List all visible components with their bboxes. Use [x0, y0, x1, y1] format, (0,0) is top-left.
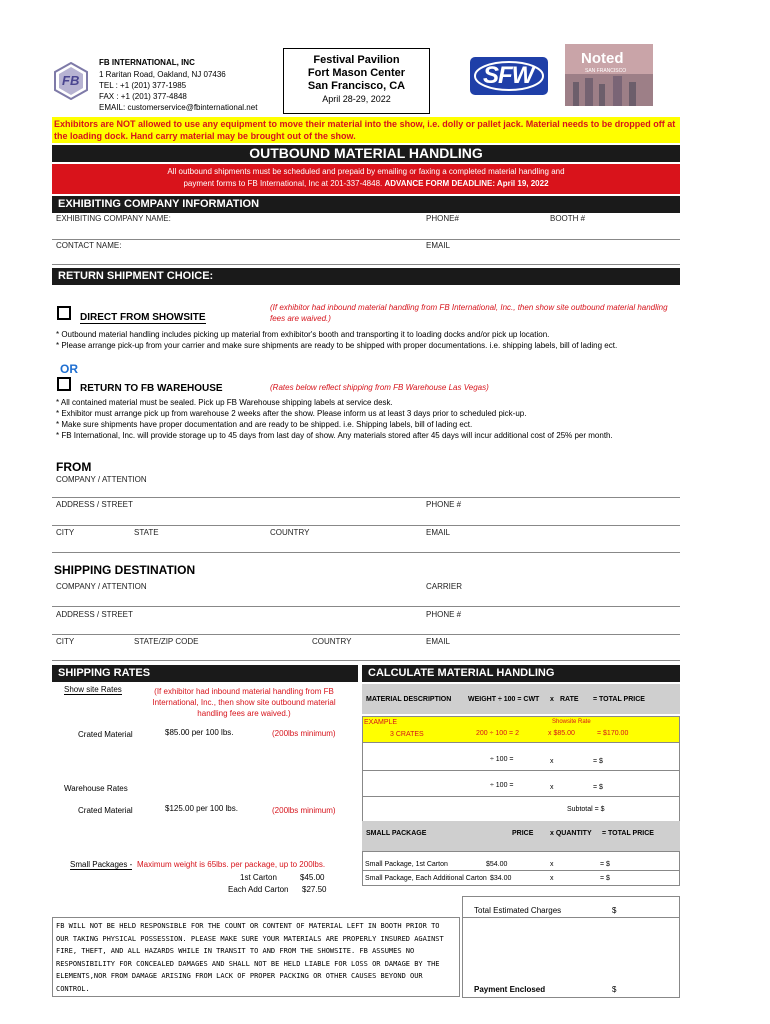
col-quantity: x QUANTITY	[550, 830, 592, 837]
intro-line1: All outbound shipments must be scheduled and prepaid by emailing or faxing a completed material handling and	[167, 167, 565, 176]
sp2-description: Small Package, Each Additional Carton	[365, 875, 487, 882]
showsite-rates-note: (If exhibitor had inbound material handling from FB International, Inc., then show site outbound material handling fees are waived.)	[152, 687, 336, 718]
small-packages-note: Maximum weight is 65lbs. per package, up to 200lbs.	[137, 860, 326, 869]
total-estimated-label: Total Estimated Charges	[474, 906, 562, 915]
company-fax: FAX : +1 (201) 377-4848	[99, 92, 187, 101]
sp2-x: x	[550, 875, 554, 882]
exhibiting-email-field[interactable]: EMAIL	[426, 241, 451, 250]
exhibiting-phone-field[interactable]: PHONE#	[426, 214, 459, 223]
from-header: FROM	[56, 460, 92, 474]
row2-formula[interactable]: ÷ 100 =	[490, 782, 514, 789]
deadline: ADVANCE FORM DEADLINE: April 19, 2022	[384, 179, 549, 188]
from-company-field[interactable]: COMPANY / ATTENTION	[56, 475, 147, 484]
dest-email-field[interactable]: EMAIL	[426, 637, 451, 646]
noted-logo	[565, 44, 653, 106]
sfw-logo-text: SFW	[483, 62, 534, 89]
fb-logo	[54, 62, 88, 100]
col-x: x	[550, 696, 554, 703]
col-rate: RATE	[560, 696, 579, 703]
payment-enclosed-value[interactable]: $	[612, 985, 617, 994]
return-warehouse-note: (Rates below reflect shipping from FB Warehouse Las Vegas)	[270, 383, 489, 392]
dest-state-zip-field[interactable]: STATE/ZIP CODE	[134, 637, 199, 646]
col-small-total: = TOTAL PRICE	[602, 830, 654, 837]
first-carton-label: 1st Carton	[240, 873, 277, 882]
from-email-field[interactable]: EMAIL	[426, 528, 451, 537]
from-phone-field[interactable]: PHONE #	[426, 500, 462, 509]
example-label: EXAMPLE	[364, 719, 398, 726]
dest-address-field[interactable]: ADDRESS / STREET	[56, 610, 133, 619]
noted-logo-text: Noted	[581, 50, 624, 67]
venue-line1: Festival Pavilion	[313, 54, 400, 66]
company-address: 1 Raritan Road, Oakland, NJ 07436	[99, 70, 226, 79]
example-rate-label: Showsite Rate	[552, 719, 591, 725]
col-material-description: MATERIAL DESCRIPTION	[366, 696, 452, 703]
from-address-field[interactable]: ADDRESS / STREET	[56, 500, 133, 509]
dest-city-field[interactable]: CITY	[56, 637, 75, 646]
destination-header: SHIPPING DESTINATION	[54, 563, 196, 577]
dest-phone-field[interactable]: PHONE #	[426, 610, 462, 619]
showsite-rates-label: Show site Rates	[64, 685, 122, 694]
row2-x: x	[550, 784, 554, 791]
company-email: EMAIL: customerservice@fbinternational.net	[99, 103, 258, 112]
warehouse-bullet-4: * FB International, Inc. will provide storage up to 45 days from last day of show. Any materials stored after 45 days will incur additional cost of 25% per month.	[56, 431, 613, 440]
venue-dates: April 28-29, 2022	[322, 94, 391, 104]
each-add-carton-label: Each Add Carton	[228, 885, 289, 894]
warehouse-minimum: (200lbs minimum)	[272, 806, 336, 815]
dest-carrier-field[interactable]: CARRIER	[426, 582, 463, 591]
warehouse-rates-label: Warehouse Rates	[64, 784, 128, 793]
col-total-price: = TOTAL PRICE	[593, 696, 645, 703]
showsite-minimum: (200lbs minimum)	[272, 729, 336, 738]
small-packages-label: Small Packages -	[70, 860, 133, 869]
calc-rows-area	[362, 743, 680, 821]
from-city-field[interactable]: CITY	[56, 528, 75, 537]
exhibiting-company-name-field[interactable]: EXHIBITING COMPANY NAME:	[56, 214, 171, 223]
from-state-field[interactable]: STATE	[134, 528, 159, 537]
direct-showsite-label: DIRECT FROM SHOWSITE	[80, 312, 206, 323]
main-title-bar	[52, 145, 680, 162]
shipping-rates-header: SHIPPING RATES	[52, 665, 358, 682]
return-warehouse-checkbox[interactable]	[57, 377, 71, 391]
crated-material-1: Crated Material	[78, 730, 133, 739]
intro-text	[52, 164, 680, 194]
crated-material-2: Crated Material	[78, 806, 133, 815]
example-description: 3 CRATES	[390, 731, 424, 738]
direct-bullet-2: * Please arrange pick-up from your carrier and make sure shipments are ready to be shipped with proper documentations. i.e. shipping labels, bill of lading ect.	[56, 341, 618, 350]
example-rate: x $85.00	[548, 730, 575, 737]
intro-line2: payment forms to FB International, Inc at 201-337-4848.	[183, 179, 383, 188]
noted-logo-sub: SAN FRANCISCO	[585, 68, 627, 74]
sp1-description: Small Package, 1st Carton	[365, 861, 448, 868]
sp1-total[interactable]: = $	[600, 861, 610, 868]
venue-line3: San Francisco, CA	[307, 80, 406, 92]
return-warehouse-label: RETURN TO FB WAREHOUSE	[80, 383, 223, 394]
example-formula: 200 ÷ 100 = 2	[476, 730, 519, 737]
contact-name-field[interactable]: CONTACT NAME:	[56, 241, 122, 250]
from-country-field[interactable]: COUNTRY	[270, 528, 310, 537]
each-add-carton-price: $27.50	[302, 885, 327, 894]
showsite-rate-value: $85.00 per 100 lbs.	[165, 728, 234, 737]
exhibiting-booth-field[interactable]: BOOTH #	[550, 214, 586, 223]
company-name: FB INTERNATIONAL, INC	[99, 58, 195, 67]
col-small-package: SMALL PACKAGE	[366, 830, 427, 837]
venue-box	[283, 48, 430, 114]
calc-header: CALCULATE MATERIAL HANDLING	[362, 665, 680, 682]
warehouse-bullet-2: * Exhibitor must arrange pick up from warehouse 2 weeks after the show. Please inform us at least 3 days prior to scheduled pick-up.	[56, 409, 527, 418]
venue-line2: Fort Mason Center	[307, 67, 406, 79]
payment-enclosed-label: Payment Enclosed	[474, 985, 546, 994]
row2-total[interactable]: = $	[593, 784, 603, 791]
warehouse-bullet-3: * Make sure shipments have proper documentation and are ready to be shipped. i.e. Shipping labels, bill of lading ect.	[56, 420, 473, 429]
company-tel: TEL : +1 (201) 377-1985	[99, 81, 187, 90]
sp2-total[interactable]: = $	[600, 875, 610, 882]
main-title: OUTBOUND MATERIAL HANDLING	[249, 145, 483, 161]
direct-bullet-1: * Outbound material handling includes picking up material from exhibitor's booth and transporting it to loading docks and/or pick up location.	[56, 330, 550, 339]
sp2-price: $34.00	[490, 875, 512, 882]
sp1-x: x	[550, 861, 554, 868]
row1-formula[interactable]: ÷ 100 =	[490, 756, 514, 763]
col-weight-formula: WEIGHT ÷ 100 = CWT	[468, 696, 540, 703]
col-price: PRICE	[512, 830, 534, 837]
return-choice-header: RETURN SHIPMENT CHOICE:	[52, 268, 680, 285]
disclaimer: FB WILL NOT BE HELD RESPONSIBLE FOR THE COUNT OR CONTENT OF MATERIAL LEFT IN BOOTH PRIOR TO OUR TAKING PHYSICAL POSSESSION. PLEASE MAKE SURE YOUR MATERIALS ARE PROPERLY INSURED AGAINST FIRE, THEFT, AND ALL HAZARDS WHILE IN TRANSIT TO AND FROM THE SHOWSITE. FB ASSUMES NO RESPONSIBILITY FOR CONCEALED DAMAGES AND SHALL NOT BE HELD LIABLE FOR LOSS OR DAMAGE BY THE ELEMENTS,NOR FROM DAMAGE ARISING FROM LACK OF PROPER PACKING OR OTHER CAUSES BEYOND OUR CONTROL.	[52, 917, 460, 997]
direct-showsite-note: (If exhibitor had inbound material handling from FB International, Inc., then show site outbound material handling fees are waived.)	[270, 303, 668, 323]
fb-logo-text: FB	[62, 73, 80, 88]
first-carton-price: $45.00	[300, 873, 325, 882]
row1-x: x	[550, 758, 554, 765]
sp1-price: $54.00	[486, 861, 508, 868]
subtotal[interactable]: Subtotal = $	[567, 806, 605, 813]
example-total: = $170.00	[597, 730, 629, 737]
exhibiting-header: EXHIBITING COMPANY INFORMATION	[52, 196, 680, 213]
warehouse-bullet-1: * All contained material must be sealed. Pick up FB Warehouse shipping labels at service desk.	[56, 398, 393, 407]
dest-company-field[interactable]: COMPANY / ATTENTION	[56, 582, 147, 591]
warning-banner: Exhibitors are NOT allowed to use any equipment to move their material into the show, i.e. dolly or pallet jack. Material needs to be dropped off at the loading dock. Hand carry material may be brought out of the show.	[52, 117, 680, 143]
or-label: OR	[60, 362, 78, 376]
direct-showsite-checkbox[interactable]	[57, 306, 71, 320]
row1-total[interactable]: = $	[593, 758, 603, 765]
sfw-logo	[470, 57, 548, 95]
warehouse-rate-value: $125.00 per 100 lbs.	[165, 804, 238, 813]
dest-country-field[interactable]: COUNTRY	[312, 637, 352, 646]
example-row	[362, 716, 680, 743]
total-estimated-value[interactable]: $	[612, 906, 617, 915]
